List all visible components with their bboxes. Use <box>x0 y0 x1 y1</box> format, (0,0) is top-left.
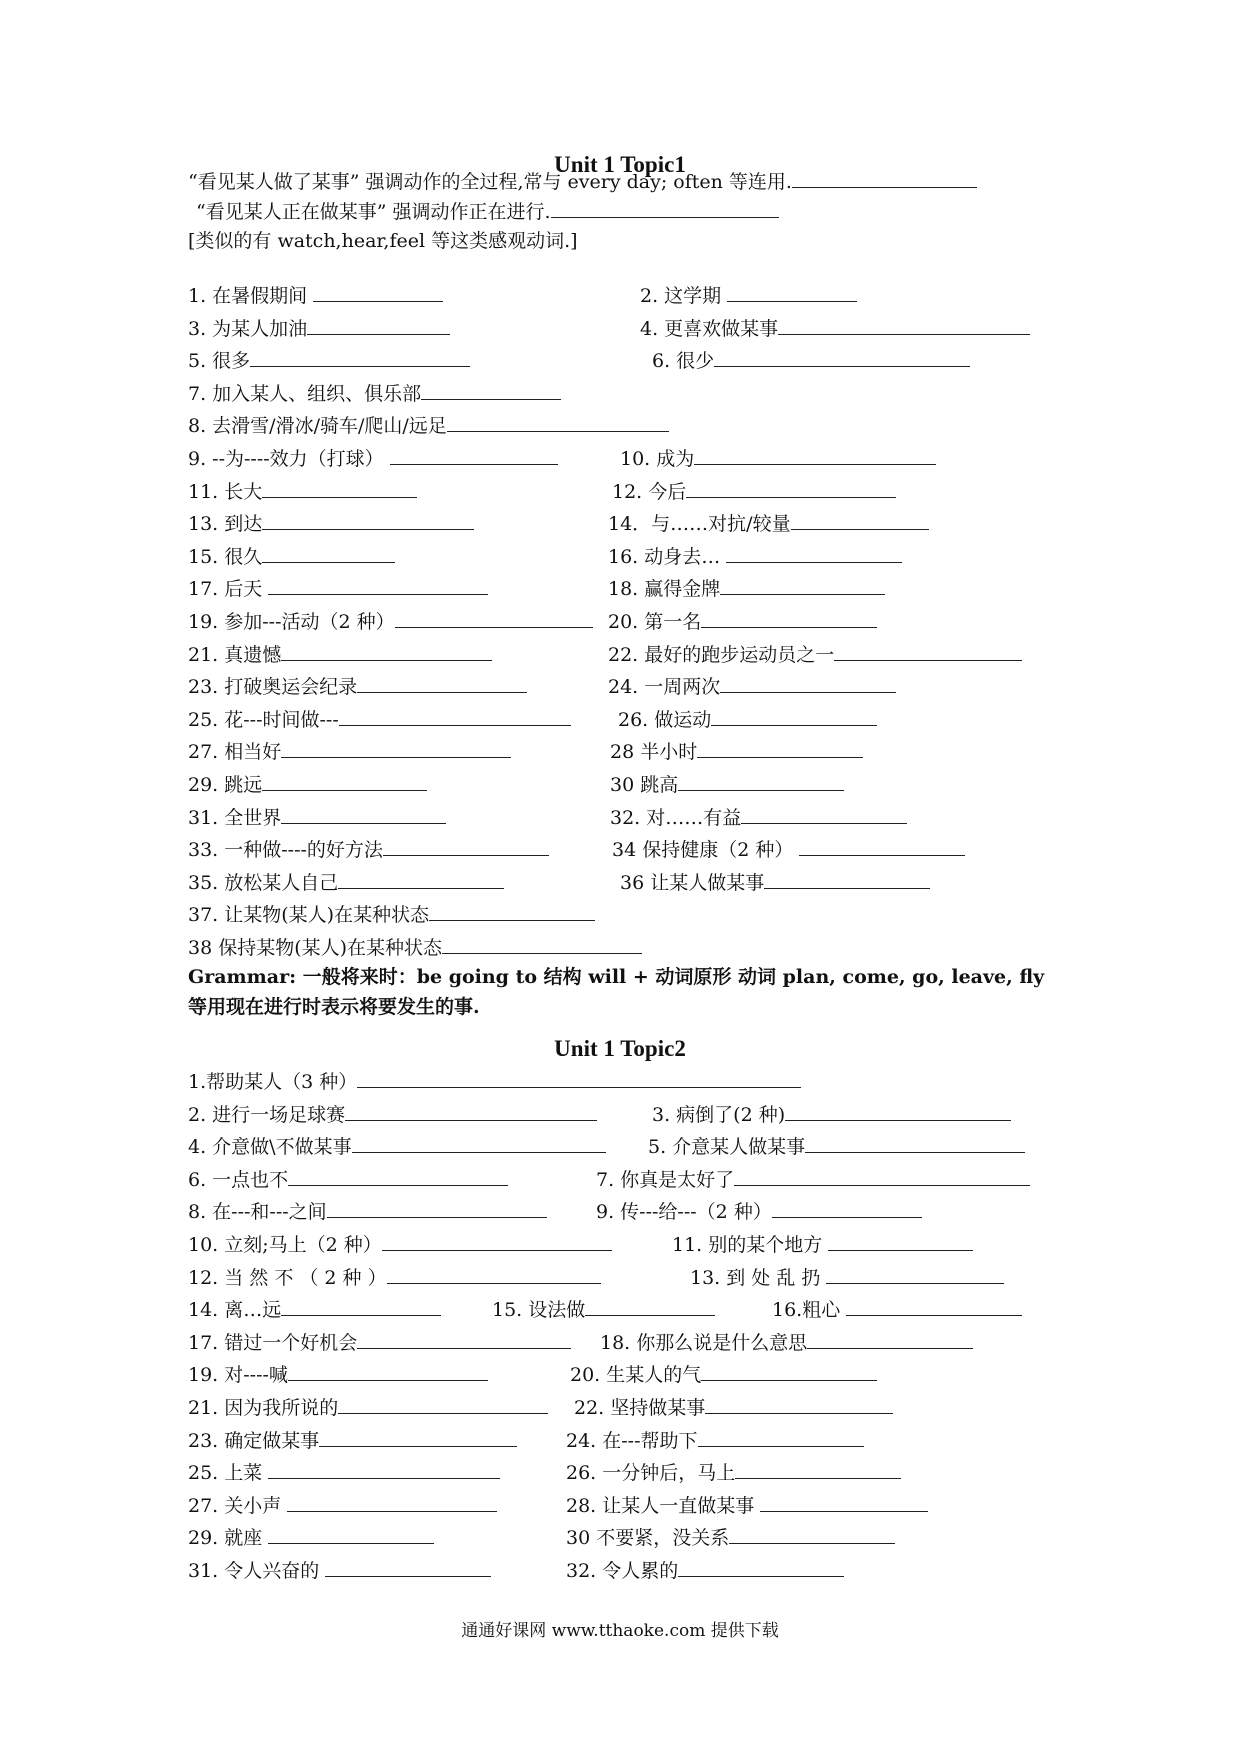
vocab-row <box>0 1427 1240 1453</box>
vocab-item <box>188 282 443 309</box>
vocab-item <box>188 445 558 472</box>
vocab-item <box>690 1264 1004 1291</box>
vocab-item <box>188 1296 441 1323</box>
item-label: 11. 长大 <box>188 480 263 503</box>
vocab-item <box>610 771 844 798</box>
vocab-item <box>188 1133 606 1160</box>
item-label: 4. 介意做\不做某事 <box>188 1136 352 1159</box>
item-label: 7. 你真是太好了 <box>596 1168 735 1191</box>
answer-blank[interactable] <box>262 771 427 791</box>
item-label: 5. 很多 <box>188 350 251 373</box>
answer-blank[interactable] <box>357 673 527 693</box>
answer-blank[interactable] <box>697 738 863 758</box>
item-label: 38 保持某物(某人)在某种状态 <box>188 937 443 959</box>
answer-blank[interactable] <box>701 1361 877 1381</box>
vocab-row <box>0 771 1240 797</box>
answer-blank[interactable] <box>551 198 779 218</box>
answer-blank[interactable] <box>778 315 1030 335</box>
answer-blank[interactable] <box>442 934 642 954</box>
answer-blank[interactable] <box>720 575 885 595</box>
vocab-row <box>0 1133 1240 1159</box>
vocab-item <box>188 1459 500 1486</box>
vocab-row <box>0 1394 1240 1420</box>
vocab-item <box>188 1068 801 1095</box>
item-label: 30 不要紧，没关系 <box>566 1527 730 1550</box>
vocab-item <box>188 804 446 831</box>
item-label: 6. 很少 <box>652 350 715 373</box>
item-label: 23. 确定做某事 <box>188 1429 320 1452</box>
item-label: 18. 你那么说是什么意思 <box>600 1331 808 1354</box>
vocab-item <box>640 282 857 309</box>
answer-blank[interactable] <box>281 1296 441 1316</box>
item-label: 36 让某人做某事 <box>620 871 765 894</box>
answer-blank[interactable] <box>711 706 877 726</box>
answer-blank[interactable] <box>262 543 395 563</box>
answer-blank[interactable] <box>288 1361 488 1381</box>
vocab-row <box>0 934 1240 960</box>
vocab-item <box>574 1394 893 1421</box>
answer-blank[interactable] <box>281 804 446 824</box>
vocab-item <box>618 706 877 733</box>
vocab-row <box>0 608 1240 634</box>
vocab-item <box>188 901 595 928</box>
answer-blank[interactable] <box>585 1296 715 1316</box>
vocab-item <box>566 1557 844 1584</box>
item-label: 9. 传---给---（2 种） <box>596 1201 772 1224</box>
vocab-item <box>652 347 970 374</box>
item-label: 14．与……对抗/较量 <box>608 513 791 536</box>
answer-blank[interactable] <box>698 1427 864 1447</box>
answer-blank[interactable] <box>327 1198 547 1218</box>
vocab-item <box>570 1361 877 1388</box>
answer-blank[interactable] <box>357 1068 801 1088</box>
vocab-row <box>0 1296 1240 1322</box>
answer-blank[interactable] <box>390 445 558 465</box>
item-label: 37. 让某物(某人)在某种状态 <box>188 904 430 927</box>
item-label: 17. 后天 <box>188 578 269 601</box>
answer-blank[interactable] <box>734 1166 1030 1186</box>
vocab-item <box>188 510 474 537</box>
answer-blank[interactable] <box>429 901 595 921</box>
answer-blank[interactable] <box>678 1557 844 1577</box>
item-label: 20. 第一名 <box>608 611 702 633</box>
item-label: 1. 在暑假期间 <box>188 285 314 307</box>
answer-blank[interactable] <box>281 641 492 661</box>
item-label: 8. 去滑雪/滑冰/骑车/爬山/远足 <box>188 415 447 438</box>
answer-blank[interactable] <box>686 478 896 498</box>
item-label: 12. 当 然 不 （ 2 种 ） <box>188 1266 387 1289</box>
vocab-row <box>0 1459 1240 1485</box>
vocab-item <box>188 380 561 407</box>
vocab-item <box>608 608 877 635</box>
answer-blank[interactable] <box>281 738 511 758</box>
answer-blank[interactable] <box>714 347 970 367</box>
vocab-item <box>188 673 527 700</box>
vocab-item <box>608 575 885 602</box>
intro-text: “看见某人做了某事” 强调动作的全过程,常与 every day; often 等连用. <box>188 171 792 193</box>
item-label: 16. 动身去… <box>608 545 727 568</box>
item-label: 16.粗心 <box>772 1299 847 1322</box>
vocab-item <box>188 575 488 602</box>
answer-blank[interactable] <box>846 1296 1022 1316</box>
answer-blank[interactable] <box>828 1231 973 1251</box>
vocab-item <box>188 315 450 342</box>
answer-blank[interactable] <box>395 608 593 628</box>
answer-blank[interactable] <box>387 1264 601 1284</box>
answer-blank[interactable] <box>694 445 936 465</box>
topic2-title: Unit 1 Topic2 <box>554 1036 686 1061</box>
vocab-item <box>188 543 395 570</box>
vocab-item <box>648 1133 1025 1160</box>
answer-blank[interactable] <box>741 804 907 824</box>
vocab-item <box>188 934 642 961</box>
vocab-item <box>596 1166 1030 1193</box>
vocab-item <box>188 1329 571 1356</box>
item-label: 22. 最好的跑步运动员之一 <box>608 643 835 666</box>
item-label: 23. 打破奥运会纪录 <box>188 676 358 699</box>
vocab-row <box>0 380 1240 406</box>
vocab-row <box>0 1557 1240 1583</box>
item-label: 3. 病倒了(2 种) <box>652 1103 786 1126</box>
item-label: 9. --为----效力（打球） <box>188 448 390 470</box>
item-label: 8. 在---和---之间 <box>188 1201 327 1224</box>
vocab-item <box>188 608 593 635</box>
vocab-item <box>610 804 907 831</box>
vocab-item <box>188 1198 547 1225</box>
item-label: 32. 令人累的 <box>566 1560 679 1582</box>
item-label: 21. 真遗憾 <box>188 643 282 666</box>
answer-blank[interactable] <box>307 315 450 335</box>
vocab-row <box>0 1198 1240 1224</box>
vocab-row <box>0 315 1240 341</box>
vocab-item <box>188 1427 517 1454</box>
vocab-item <box>188 1231 612 1258</box>
vocab-item <box>566 1459 901 1486</box>
item-label: 13. 到达 <box>188 513 263 536</box>
answer-blank[interactable] <box>313 282 443 302</box>
item-label: 5. 介意某人做某事 <box>648 1136 806 1159</box>
item-label: 15. 很久 <box>188 545 263 568</box>
answer-blank[interactable] <box>447 412 669 432</box>
answer-blank[interactable] <box>288 1166 508 1186</box>
vocab-row <box>0 641 1240 667</box>
vocab-row <box>0 1361 1240 1387</box>
item-label: 14. 离…远 <box>188 1299 282 1322</box>
item-label: 24. 一周两次 <box>608 676 721 699</box>
vocab-item <box>596 1198 922 1225</box>
intro-line <box>188 168 977 195</box>
vocab-item <box>188 1557 491 1584</box>
item-label: 1.帮助某人（3 种） <box>188 1071 358 1093</box>
item-label: 27. 相当好 <box>188 741 282 764</box>
vocab-item <box>188 706 571 733</box>
vocab-item <box>188 771 427 798</box>
answer-blank[interactable] <box>345 1101 597 1121</box>
item-label: 33. 一种做----的好方法 <box>188 839 383 862</box>
answer-blank[interactable] <box>268 1524 434 1544</box>
vocab-item <box>188 1524 434 1551</box>
answer-blank[interactable] <box>268 575 488 595</box>
answer-blank[interactable] <box>382 1231 612 1251</box>
vocab-row <box>0 1264 1240 1290</box>
item-label: 21. 因为我所说的 <box>188 1397 339 1419</box>
item-label: 30 跳高 <box>610 774 679 796</box>
vocab-row <box>0 478 1240 504</box>
item-label: 19. 对----喊 <box>188 1364 288 1387</box>
item-label: 2. 进行一场足球赛 <box>188 1103 346 1126</box>
vocab-item <box>188 641 492 668</box>
answer-blank[interactable] <box>319 1427 517 1447</box>
answer-blank[interactable] <box>772 1198 922 1218</box>
item-label: 12. 今后 <box>612 480 687 503</box>
answer-blank[interactable] <box>287 1492 497 1512</box>
vocab-row <box>0 1492 1240 1518</box>
answer-blank[interactable] <box>826 1264 1004 1284</box>
vocab-item <box>600 1329 973 1356</box>
vocab-row <box>0 673 1240 699</box>
vocab-row <box>0 445 1240 471</box>
answer-blank[interactable] <box>339 706 571 726</box>
vocab-row <box>0 901 1240 927</box>
answer-blank[interactable] <box>352 1133 606 1153</box>
answer-blank[interactable] <box>807 1329 973 1349</box>
vocab-item <box>620 869 930 896</box>
answer-blank[interactable] <box>701 608 877 628</box>
intro-line <box>188 228 578 254</box>
answer-blank[interactable] <box>357 1329 571 1349</box>
item-label: 26. 做运动 <box>618 708 712 731</box>
item-label: 31. 全世界 <box>188 806 282 829</box>
vocab-item <box>672 1231 973 1258</box>
answer-blank[interactable] <box>760 1492 928 1512</box>
vocab-item <box>640 315 1030 342</box>
vocab-item <box>566 1427 864 1454</box>
footer-source: 通通好课网 www.tthaoke.com 提供下载 <box>461 1621 779 1641</box>
answer-blank[interactable] <box>262 510 474 530</box>
vocab-row <box>0 1166 1240 1192</box>
item-label: 26. 一分钟后，马上 <box>566 1462 736 1485</box>
answer-blank[interactable] <box>338 869 504 889</box>
answer-blank[interactable] <box>338 1394 548 1414</box>
vocab-item <box>566 1524 895 1551</box>
vocab-row <box>0 543 1240 569</box>
vocab-row <box>0 1101 1240 1127</box>
item-label: 24. 在---帮助下 <box>566 1429 698 1452</box>
vocab-item <box>492 1296 715 1323</box>
intro-text: [类似的有 watch,hear,feel 等这类感观动词.] <box>188 230 578 252</box>
item-label: 22. 坚持做某事 <box>574 1397 706 1419</box>
answer-blank[interactable] <box>764 869 930 889</box>
vocab-item <box>608 543 902 570</box>
vocab-row <box>0 1329 1240 1355</box>
item-label: 29. 跳远 <box>188 774 263 796</box>
item-label: 34 保持健康（2 种） <box>612 839 800 862</box>
vocab-row <box>0 804 1240 830</box>
vocab-item <box>652 1101 1011 1128</box>
item-label: 18. 赢得金牌 <box>608 578 721 601</box>
topic1-title: Unit 1 Topic1 <box>554 152 686 177</box>
vocab-item <box>188 478 417 505</box>
item-label: 4. 更喜欢做某事 <box>640 317 779 340</box>
answer-blank[interactable] <box>262 478 417 498</box>
vocab-row <box>0 347 1240 373</box>
vocab-item <box>188 1361 488 1388</box>
vocab-item <box>188 1264 601 1291</box>
item-label: 10. 成为 <box>620 448 695 470</box>
vocab-item <box>608 673 896 700</box>
vocab-row <box>0 706 1240 732</box>
vocab-row <box>0 412 1240 438</box>
answer-blank[interactable] <box>421 380 561 400</box>
vocab-row <box>0 738 1240 764</box>
answer-blank[interactable] <box>834 641 1022 661</box>
item-label: 29. 就座 <box>188 1527 269 1550</box>
item-label: 28. 让某人一直做某事 <box>566 1494 761 1517</box>
answer-blank[interactable] <box>791 510 929 530</box>
item-label: 10. 立刻;马上（2 种） <box>188 1234 382 1256</box>
answer-blank[interactable] <box>268 1459 500 1479</box>
answer-blank[interactable] <box>325 1557 491 1577</box>
answer-blank[interactable] <box>735 1459 901 1479</box>
item-label: 19. 参加---活动（2 种） <box>188 611 395 633</box>
vocab-row <box>0 869 1240 895</box>
vocab-item <box>188 738 511 765</box>
vocab-row <box>0 510 1240 536</box>
item-label: 25. 上菜 <box>188 1462 269 1485</box>
item-label: 27. 关小声 <box>188 1494 288 1517</box>
vocab-row <box>0 575 1240 601</box>
answer-blank[interactable] <box>727 282 857 302</box>
item-label: 3. 为某人加油 <box>188 317 308 340</box>
item-label: 25. 花---时间做--- <box>188 708 339 731</box>
vocab-row <box>0 1231 1240 1257</box>
grammar-note: Grammar: 一般将来时：be going to 结构 will + 动词原形 动词 plan, come, go, leave, fly 等用现在进行时表示将要发生的事. <box>188 966 1045 1018</box>
item-label: 6. 一点也不 <box>188 1168 289 1191</box>
vocab-item <box>188 836 549 863</box>
vocab-item <box>188 1101 597 1128</box>
answer-blank[interactable] <box>705 1394 893 1414</box>
vocab-item <box>188 1492 497 1519</box>
vocab-row <box>0 836 1240 862</box>
vocab-row <box>0 282 1240 308</box>
vocab-row <box>0 1524 1240 1550</box>
item-label: 17. 错过一个好机会 <box>188 1331 358 1354</box>
item-label: 35. 放松某人自己 <box>188 871 339 894</box>
item-label: 15. 设法做 <box>492 1299 586 1322</box>
item-label: 11. 别的某个地方 <box>672 1234 829 1256</box>
vocab-item <box>188 347 470 374</box>
vocab-item <box>188 1166 508 1193</box>
vocab-item <box>566 1492 928 1519</box>
vocab-item <box>608 510 929 537</box>
item-label: 31. 令人兴奋的 <box>188 1560 326 1582</box>
item-label: 20. 生某人的气 <box>570 1364 702 1387</box>
intro-line <box>196 198 779 225</box>
answer-blank[interactable] <box>726 543 902 563</box>
answer-blank[interactable] <box>799 836 965 856</box>
vocab-item <box>188 869 504 896</box>
vocab-item <box>612 836 965 863</box>
answer-blank[interactable] <box>383 836 549 856</box>
answer-blank[interactable] <box>720 673 896 693</box>
item-label: 2. 这学期 <box>640 285 728 307</box>
answer-blank[interactable] <box>729 1524 895 1544</box>
item-label: 28 半小时 <box>610 741 698 764</box>
answer-blank[interactable] <box>250 347 470 367</box>
vocab-row <box>0 1068 1240 1094</box>
vocab-item <box>610 738 863 765</box>
item-label: 13. 到 处 乱 扔 <box>690 1266 827 1289</box>
item-label: 7. 加入某人、组织、俱乐部 <box>188 382 422 405</box>
vocab-item <box>612 478 896 505</box>
vocab-item <box>608 641 1022 668</box>
item-label: 32. 对……有益 <box>610 806 742 829</box>
answer-blank[interactable] <box>678 771 844 791</box>
vocab-item <box>772 1296 1022 1323</box>
vocab-item <box>188 412 669 439</box>
answer-blank[interactable] <box>792 168 977 188</box>
vocab-item <box>620 445 936 472</box>
intro-text: “看见某人正在做某事” 强调动作正在进行. <box>196 201 551 223</box>
answer-blank[interactable] <box>805 1133 1025 1153</box>
answer-blank[interactable] <box>785 1101 1011 1121</box>
vocab-item <box>188 1394 548 1421</box>
